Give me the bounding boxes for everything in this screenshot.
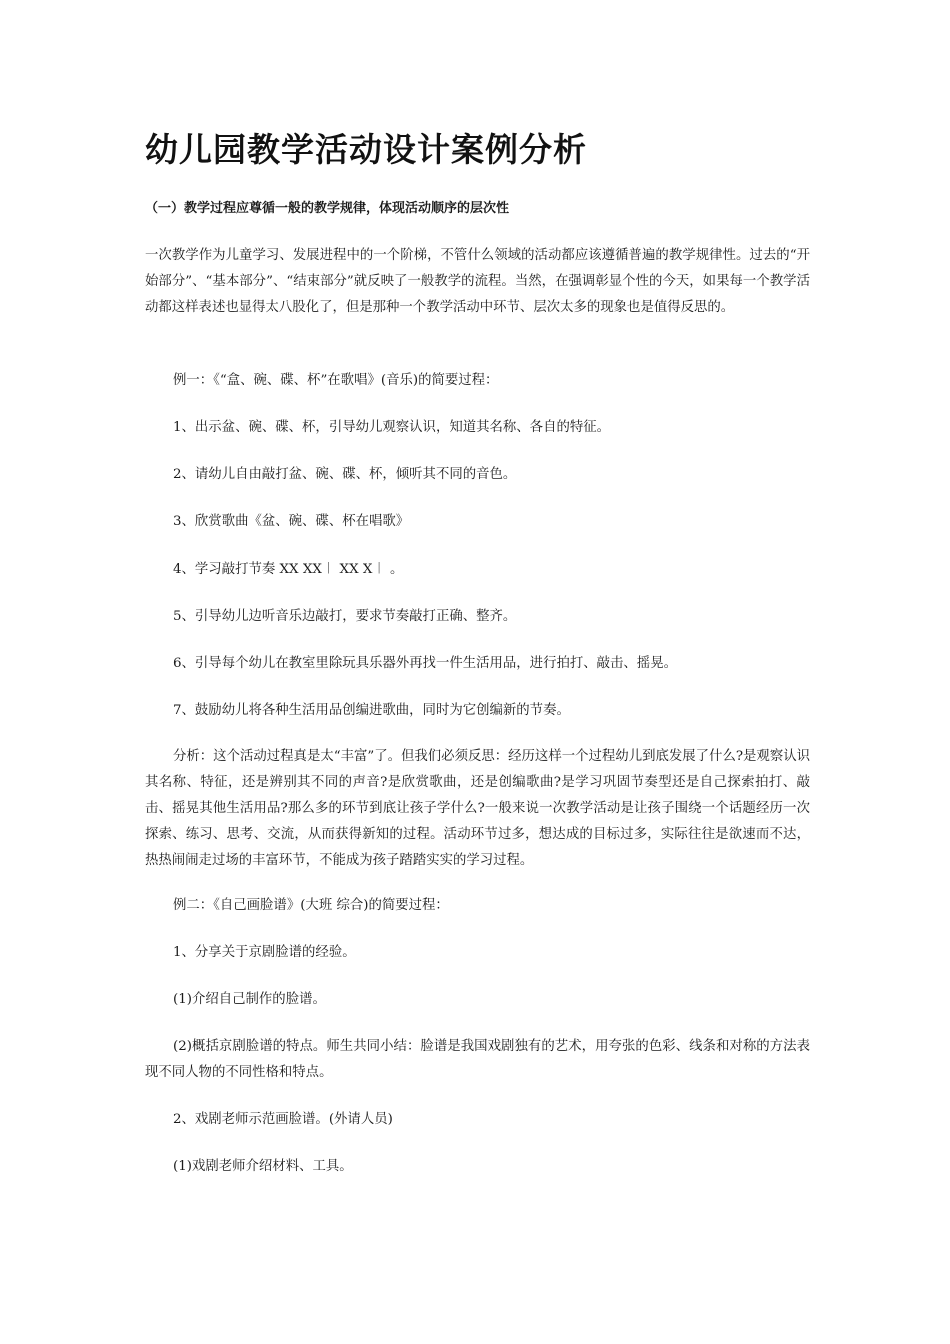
example1-step-6: 6、引导每个幼儿在教室里除玩具乐器外再找一件生活用品，进行拍打、敲击、摇晃。 [173, 656, 677, 671]
example1-step-7: 7、鼓励幼儿将各种生活用品创编进歌曲，同时为它创编新的节奏。 [173, 703, 570, 718]
analysis-paragraph: 分析：这个活动过程真是太“丰富”了。但我们必须反思：经历这样一个过程幼儿到底发展了什么?是观察认识其名称、特征，还是辨别其不同的声音?是欣赏歌曲，还是创编歌曲?是学习巩固节奏型还是自己探索拍打、敲击、摇晃其他生活用品?那么多的环节到底让孩子学什么?一般来说一次教学活动是让孩子围绕一个话题经历一次探索、练习、思考、交流，从而获得新知的过程。活动环节过多，想达成的目标过多，实际往往是欲速而不达，热热闹闹走过场的丰富环节，不能成为孩子踏踏实实的学习过程。 [145, 749, 810, 868]
example2-step-2: 2、戏剧老师示范画脸谱。(外请人员) [173, 1112, 393, 1127]
example2-step-1: 1、分享关于京剧脸谱的经验。 [173, 945, 356, 960]
example1-step-3: 3、欣赏歌曲《盆、碗、碟、杯在唱歌》 [173, 514, 410, 529]
example1-step-5: 5、引导幼儿边听音乐边敲打，要求节奏敲打正确、整齐。 [173, 609, 517, 624]
example2-step-1b: (2)概括京剧脸谱的特点。师生共同小结：脸谱是我国戏剧独有的艺术，用夸张的色彩、线条和对称的方法表现不同人物的不同性格和特点。 [145, 1039, 810, 1080]
example1-step-4: 4、学习敲打节奏 XX XX︱ XX X︱ 。 [173, 562, 404, 577]
example1-step-1: 1、出示盆、碗、碟、杯，引导幼儿观察认识，知道其名称、各自的特征。 [173, 420, 611, 435]
example2-title: 例二：《自己画脸谱》(大班 综合)的简要过程： [173, 898, 449, 913]
document-title: 幼儿园教学活动设计案例分析 [145, 130, 587, 169]
example2-step-2a: (1)戏剧老师介绍材料、工具。 [173, 1159, 353, 1174]
example2-step-1a: (1)介绍自己制作的脸谱。 [173, 992, 326, 1007]
example1-title: 例一：《“盒、碗、碟、杯”在歌唱》(音乐)的简要过程： [173, 373, 499, 388]
example1-step-2: 2、请幼儿自由敲打盆、碗、碟、杯，倾听其不同的音色。 [173, 467, 517, 482]
section-heading: （一）教学过程应尊循一般的教学规律，体现活动顺序的层次性 [145, 201, 510, 216]
intro-paragraph: 一次教学作为儿童学习、发展进程中的一个阶梯，不管什么领域的活动都应该遵循普遍的教学规律性。过去的“开始部分”、“基本部分”、“结束部分”就反映了一般教学的流程。当然，在强调彰显个性的今天，如果每一个教学活动都这样表述也显得太八股化了，但是那种一个教学活动中环节、层次太多的现象也是值得反思的。 [145, 248, 810, 315]
